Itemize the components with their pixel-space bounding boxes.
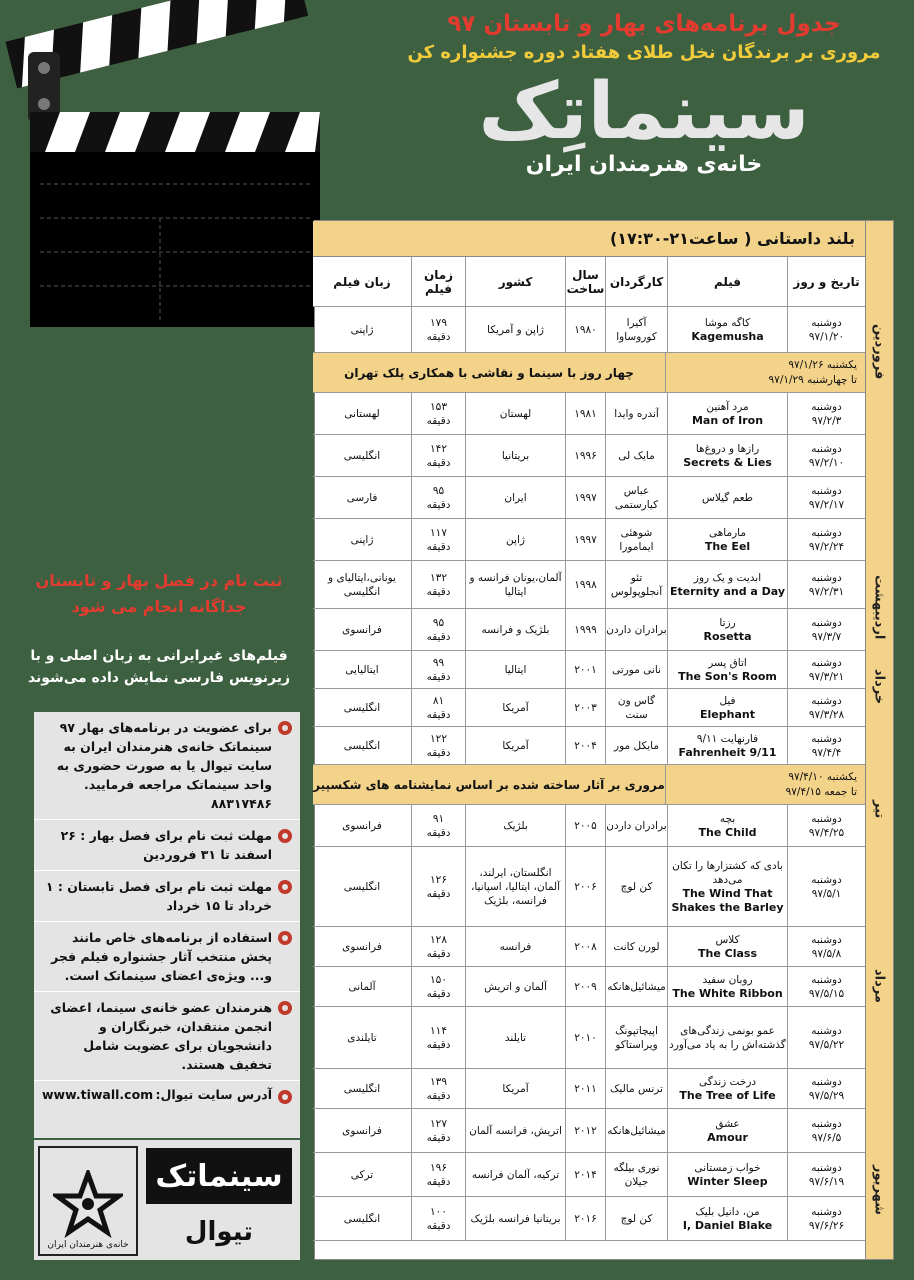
registration-note: ثبت نام در فصل بهار و تابستان جداگانه انجام می شود [35, 571, 283, 616]
film-title-en: The Eel [704, 539, 751, 553]
year-cell: ۱۹۹۷ [565, 477, 605, 518]
table-row [313, 927, 865, 967]
site-label: آدرس سایت تیوال: [155, 1087, 272, 1102]
info-item: هنرمندان عضو خانه‌ی سینما، اعضای انجمن منتقدان، خبرنگاران و دانشجویان برای عضویت شامل تخفیف هستند. [34, 992, 300, 1081]
film-cell [667, 1197, 787, 1240]
duration-cell: ۹۵ دقیقه [411, 609, 465, 650]
table-row [313, 1069, 865, 1109]
table-row [313, 689, 865, 727]
header-film: فیلم [667, 257, 787, 306]
month-column [865, 221, 893, 1259]
language-cell: انگلیسی [343, 701, 381, 714]
date-cell: دوشنبه ۹۷/۶/۲۶ [787, 1197, 865, 1240]
film-title-en: The Child [698, 825, 757, 839]
header-duration: زمان فیلم [411, 257, 465, 306]
duration-cell: ۸۱ دقیقه [411, 689, 465, 726]
date-cell: دوشنبه ۹۷/۴/۴ [787, 727, 865, 764]
film-title-fa: بادی که کشتزارها را تکان می‌دهد [672, 859, 783, 886]
bullet-icon [278, 829, 292, 843]
director-cell: عباس کیارستمی [605, 477, 667, 518]
khane-honarmandan-logo [38, 1146, 138, 1256]
director-cell: گاس ون سنت [605, 689, 667, 726]
film-cell [667, 927, 787, 966]
language-cell: لهستانی [344, 407, 380, 420]
country-cell: آمریکا [465, 689, 565, 726]
table-row [313, 393, 865, 435]
film-cell [667, 435, 787, 476]
year-cell: ۲۰۰۳ [565, 689, 605, 726]
country-cell: اتریش، فرانسه آلمان [465, 1109, 565, 1152]
country-cell: بریتانیا [465, 435, 565, 476]
director-cell: نوری بیلگه جیلان [605, 1153, 667, 1196]
date-cell: دوشنبه ۹۷/۵/۲۲ [787, 1007, 865, 1068]
date-cell: دوشنبه ۹۷/۵/۲۹ [787, 1069, 865, 1108]
language-cell: ژاپنی [350, 323, 374, 336]
duration-cell: ۹۱ دقیقه [411, 805, 465, 846]
table-row [313, 967, 865, 1007]
date-cell: دوشنبه ۹۷/۵/۱۵ [787, 967, 865, 1006]
date-cell: دوشنبه ۹۷/۲/۱۷ [787, 477, 865, 518]
country-cell: آلمان،یونان فرانسه و ایتالیا [465, 561, 565, 608]
country-cell: ایران [465, 477, 565, 518]
country-cell: بلژیک [465, 805, 565, 846]
director-cell: میشائیل‌هانکه [605, 1109, 667, 1152]
bullet-icon [278, 880, 292, 894]
duration-cell: ۱۳۲ دقیقه [411, 561, 465, 608]
film-cell [667, 689, 787, 726]
country-cell: ژاپن [465, 519, 565, 560]
date-cell: دوشنبه ۹۷/۳/۲۱ [787, 651, 865, 688]
date-cell: دوشنبه ۹۷/۶/۵ [787, 1109, 865, 1152]
year-cell: ۱۹۹۸ [565, 561, 605, 608]
country-cell: آمریکا [465, 1069, 565, 1108]
date-cell: دوشنبه ۹۷/۲/۱۰ [787, 435, 865, 476]
language-cell: ترکی [350, 1168, 374, 1181]
date-cell: دوشنبه ۹۷/۲/۲۴ [787, 519, 865, 560]
language-cell: انگلیسی [343, 739, 381, 752]
country-cell: فرانسه [465, 927, 565, 966]
country-cell: بریتانیا فرانسه بلژیک [465, 1197, 565, 1240]
duration-cell: ۱۵۰ دقیقه [411, 967, 465, 1006]
special-date: یکشنبه ۹۷/۴/۱۰ تا جمعه ۹۷/۴/۱۵ [665, 765, 865, 804]
film-title-fa: رزتا [719, 616, 736, 629]
director-cell: تئو آنجلوپولوس [605, 561, 667, 608]
language-cell: ایتالیایی [345, 663, 379, 676]
table-row [313, 847, 865, 927]
country-cell: بلژیک و فرانسه [465, 609, 565, 650]
duration-cell: ۱۲۸ دقیقه [411, 927, 465, 966]
table-row [313, 435, 865, 477]
duration-cell: ۱۷۹ دقیقه [411, 307, 465, 352]
film-cell [667, 1109, 787, 1152]
info-item: برای عضویت در برنامه‌های بهار ۹۷ سینماتک خانه‌ی هنرمندان ایران به سایت تیوال یا به صورت حضوری به واحد سینماتک مراجعه فرمایید. ۸۸۳۱۷۴۸۶ [34, 712, 300, 820]
director-cell: کن لوچ [605, 1197, 667, 1240]
film-cell [667, 727, 787, 764]
duration-cell: ۱۲۲ دقیقه [411, 727, 465, 764]
country-cell: تایلند [465, 1007, 565, 1068]
director-cell: لورن کانت [605, 927, 667, 966]
film-title-en: Secrets & Lies [683, 455, 772, 469]
duration-cell: ۱۴۲ دقیقه [411, 435, 465, 476]
table-body [313, 307, 865, 1241]
duration-cell: ۱۱۷ دقیقه [411, 519, 465, 560]
film-cell [667, 1069, 787, 1108]
film-cell [667, 393, 787, 434]
month-label: خرداد [871, 669, 887, 705]
film-title-en: Amour [707, 1130, 748, 1144]
duration-cell: ۱۵۳ دقیقه [411, 393, 465, 434]
table-row [313, 727, 865, 765]
director-cell: میشائیل‌هانکه [605, 967, 667, 1006]
schedule-table [314, 220, 894, 1260]
table-row [313, 609, 865, 651]
film-title-fa: روبان سفید [702, 973, 753, 986]
film-cell [667, 609, 787, 650]
table-row [313, 307, 865, 353]
language-cell: فرانسوی [342, 623, 382, 636]
table-header-row [313, 257, 865, 307]
month-label: مرداد [871, 969, 887, 1003]
date-cell: دوشنبه ۹۷/۵/۸ [787, 927, 865, 966]
film-title-en: The Tree of Life [679, 1088, 776, 1102]
film-cell [667, 307, 787, 352]
film-cell [667, 651, 787, 688]
film-title-en: The White Ribbon [672, 986, 783, 1000]
duration-cell: ۱۳۹ دقیقه [411, 1069, 465, 1108]
film-title-en: Fahrenheit 9/11 [678, 745, 777, 759]
director-cell: آکیرا کوروساوا [605, 307, 667, 352]
language-cell: انگلیسی [343, 1082, 381, 1095]
film-title-en: Rosetta [703, 629, 752, 643]
year-cell: ۲۰۰۶ [565, 847, 605, 926]
duration-cell: ۱۲۶ دقیقه [411, 847, 465, 926]
year-cell: ۲۰۱۴ [565, 1153, 605, 1196]
film-cell [667, 561, 787, 608]
language-cell: فرانسوی [342, 940, 382, 953]
language-cell: یونانی،ایتالیای و انگلیسی [328, 571, 396, 598]
info-item: مهلت ثبت نام برای فصل بهار : ۲۶ اسفند تا ۳۱ فروردین [34, 820, 300, 871]
film-title-fa: کلاس [715, 933, 740, 946]
date-cell: دوشنبه ۹۷/۶/۱۹ [787, 1153, 865, 1196]
header-country: کشور [465, 257, 565, 306]
year-cell: ۱۹۹۷ [565, 519, 605, 560]
duration-cell: ۱۰۰ دقیقه [411, 1197, 465, 1240]
bullet-icon [278, 721, 292, 735]
month-label: تیر [871, 799, 887, 819]
clapperboard-icon [0, 0, 330, 330]
subtitle-note: فیلم‌های غیرایرانی به زبان اصلی و با زیرنویس فارسی نمایش داده می‌شوند [27, 648, 291, 686]
film-title-fa: عشق [715, 1117, 740, 1130]
director-cell: نانی مورتی [605, 651, 667, 688]
film-title-en: The Wind That Shakes the Barley [671, 886, 784, 914]
language-cell: انگلیسی [343, 880, 381, 893]
table-row [313, 561, 865, 609]
language-cell: فرانسوی [342, 819, 382, 832]
year-cell: ۲۰۱۶ [565, 1197, 605, 1240]
festival-subtitle: مروری بر برندگان نخل طلای هفتاد دوره جشنواره کن [407, 42, 881, 63]
date-cell: دوشنبه ۹۷/۲/۳۱ [787, 561, 865, 608]
year-cell: ۱۹۹۶ [565, 435, 605, 476]
date-cell: دوشنبه ۹۷/۱/۲۰ [787, 307, 865, 352]
film-title-fa: اتاق پسر [708, 656, 747, 669]
date-cell: دوشنبه ۹۷/۵/۱ [787, 847, 865, 926]
date-cell: دوشنبه ۹۷/۴/۲۵ [787, 805, 865, 846]
country-cell: انگلستان، ایرلند، آلمان، ایتالیا، اسپانیا، فرانسه، بلژیک [465, 847, 565, 926]
year-cell: ۲۰۰۴ [565, 727, 605, 764]
table-row [313, 1007, 865, 1069]
year-cell: ۲۰۰۸ [565, 927, 605, 966]
info-item: مهلت ثبت نام برای فصل تابستان : ۱ خرداد تا ۱۵ خرداد [34, 871, 300, 922]
year-cell: ۱۹۹۹ [565, 609, 605, 650]
year-cell: ۲۰۰۵ [565, 805, 605, 846]
special-title: مروری بر آثار ساخته شده بر اساس نمایشنامه های شکسپیر [313, 777, 665, 792]
year-cell: ۱۹۸۱ [565, 393, 605, 434]
special-program-row [313, 353, 865, 393]
header [404, 8, 884, 178]
header-year: سال ساخت [565, 257, 605, 306]
tiwall-logo: تیوال [184, 1217, 254, 1247]
director-cell: کن لوچ [605, 847, 667, 926]
special-title: چهار روز با سینما و نقاشی با همکاری پلک تهران [344, 365, 634, 380]
khane-logo-text: خانه‌ی هنرمندان ایران [47, 1240, 129, 1250]
bullet-icon [278, 1090, 292, 1104]
special-date: یکشنبه ۹۷/۱/۲۶ تا چهارشنبه ۹۷/۱/۲۹ [665, 353, 865, 392]
month-label: شهریور [871, 1165, 887, 1215]
film-cell [667, 477, 787, 518]
film-cell [667, 847, 787, 926]
film-title-fa: درخت زندگی [698, 1075, 757, 1088]
table-row [313, 1153, 865, 1197]
film-title-en: The Class [698, 946, 757, 960]
year-cell: ۱۹۸۰ [565, 307, 605, 352]
film-title-fa: ابدیت و یک روز [693, 571, 762, 584]
logos [34, 1140, 300, 1260]
cinematek-logo: سینماتک [146, 1148, 292, 1204]
film-cell [667, 967, 787, 1006]
language-cell: فارسی [346, 491, 378, 504]
duration-cell: ۹۹ دقیقه [411, 651, 465, 688]
film-title-fa: خواب زمستانی [694, 1161, 761, 1174]
film-title-en: Elephant [700, 707, 755, 721]
site-link[interactable]: www.tiwall.com [42, 1087, 154, 1102]
director-cell: آندره وایدا [605, 393, 667, 434]
date-cell: دوشنبه ۹۷/۲/۳ [787, 393, 865, 434]
director-cell: مایکل مور [605, 727, 667, 764]
season-title: جدول برنامه‌های بهار و تابستان ۹۷ [447, 11, 841, 37]
film-title-en: Eternity and a Day [669, 584, 786, 598]
film-title-en: Man of Iron [691, 413, 764, 427]
country-cell: آمریکا [465, 727, 565, 764]
bullet-icon [278, 1001, 292, 1015]
film-cell [667, 805, 787, 846]
film-title-fa: بچه [719, 812, 736, 825]
director-cell: شوهئی ایمامورا [605, 519, 667, 560]
year-cell: ۲۰۱۰ [565, 1007, 605, 1068]
table-row [313, 651, 865, 689]
year-cell: ۲۰۱۲ [565, 1109, 605, 1152]
info-item: استفاده از برنامه‌های خاص مانند پخش منتخب آثار جشنواره فیلم فجر و... ویژه‌ی اعضای سینماتک است. [34, 922, 300, 992]
film-title-fa: عمو بونمی زندگی‌های گذشته‌اش را به یاد می‌آورد [669, 1024, 786, 1051]
table-row [313, 519, 865, 561]
film-title-en: Kagemusha [691, 329, 764, 343]
country-cell: لهستان [465, 393, 565, 434]
film-title-fa: کاگه موشا [704, 316, 751, 329]
header-director: کارگردان [605, 257, 667, 306]
film-title-fa: مرد آهنین [706, 400, 749, 413]
director-cell: اپیچاتپونگ ویراستاکو [605, 1007, 667, 1068]
date-cell: دوشنبه ۹۷/۳/۷ [787, 609, 865, 650]
duration-cell: ۹۵ دقیقه [411, 477, 465, 518]
duration-cell: ۱۱۴ دقیقه [411, 1007, 465, 1068]
film-title-en: I, Daniel Blake [682, 1218, 773, 1232]
director-cell: برادران داردن [605, 609, 667, 650]
section-title: بلند داستانی ( ساعت۲۱-۱۷:۳۰) [313, 221, 865, 257]
director-cell: برادران داردن [605, 805, 667, 846]
film-cell [667, 519, 787, 560]
film-title-en: Winter Sleep [687, 1174, 768, 1188]
table-row [313, 1109, 865, 1153]
film-cell [667, 1007, 787, 1068]
brand-title: سینماتِک [478, 67, 810, 157]
header-date: تاریخ و روز [787, 257, 865, 306]
language-cell: آلمانی [348, 980, 376, 993]
table-row [313, 805, 865, 847]
country-cell: ایتالیا [465, 651, 565, 688]
year-cell: ۲۰۰۹ [565, 967, 605, 1006]
film-title-fa: طعم گیلاس [702, 491, 753, 504]
language-cell: ژاپنی [350, 533, 374, 546]
country-cell: آلمان و اتریش [465, 967, 565, 1006]
director-cell: ترنس مالیک [605, 1069, 667, 1108]
month-label: فروردین [871, 324, 887, 380]
site-row [34, 1081, 300, 1110]
duration-cell: ۱۹۶ دقیقه [411, 1153, 465, 1196]
organization-name: خانه‌ی هنرمندان ایران [525, 152, 763, 177]
date-cell: دوشنبه ۹۷/۳/۲۸ [787, 689, 865, 726]
year-cell: ۲۰۱۱ [565, 1069, 605, 1108]
info-box [34, 712, 300, 1138]
language-cell: انگلیسی [343, 449, 381, 462]
film-title-fa: من، دانیل بلیک [695, 1205, 760, 1218]
film-title-fa: فارنهایت ۹/۱۱ [696, 732, 759, 745]
table-row [313, 1197, 865, 1241]
duration-cell: ۱۲۷ دقیقه [411, 1109, 465, 1152]
star-logo-icon [53, 1170, 123, 1240]
bullet-icon [278, 931, 292, 945]
country-cell: ترکیه، آلمان فرانسه [465, 1153, 565, 1196]
year-cell: ۲۰۰۱ [565, 651, 605, 688]
film-title-en: The Son's Room [678, 669, 777, 683]
month-label: اردیبهشت [871, 574, 887, 640]
country-cell: ژاپن و آمریکا [465, 307, 565, 352]
language-cell: فرانسوی [342, 1124, 382, 1137]
language-cell: انگلیسی [343, 1212, 381, 1225]
language-cell: تایلندی [347, 1031, 377, 1044]
special-program-row [313, 765, 865, 805]
film-cell [667, 1153, 787, 1196]
film-title-fa: فیل [719, 694, 736, 707]
table-row [313, 477, 865, 519]
director-cell: مایک لی [605, 435, 667, 476]
header-language: زبان فیلم [333, 274, 391, 289]
film-title-fa: مارماهی [709, 526, 747, 539]
film-title-fa: رازها و دروغ‌ها [695, 442, 760, 455]
